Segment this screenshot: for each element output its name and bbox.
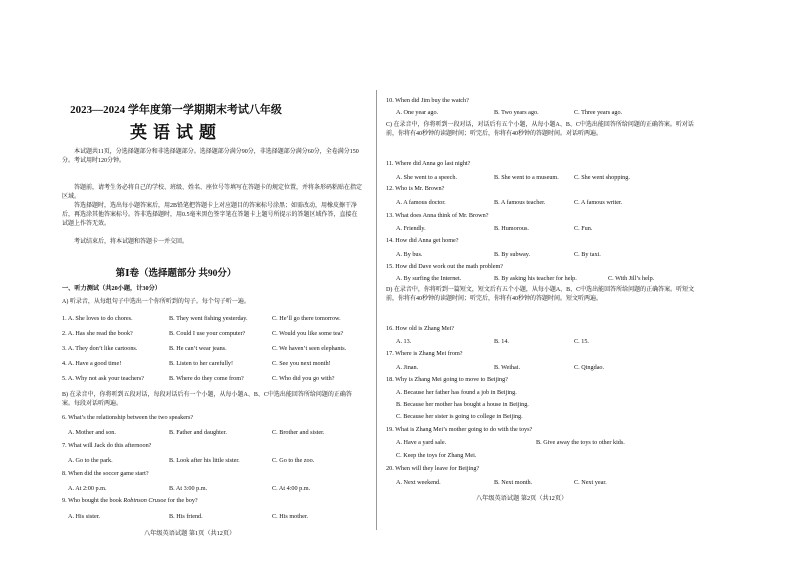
- question-stem: 12. Who is Mr. Brown?: [386, 185, 445, 192]
- option-a: A. Because her father has found a job in Beijing.: [396, 389, 517, 396]
- part-d-instruction: D) 在录音中，你将听到一篇短文，短文后有五个小题，从每小题A、B、C中选出能回答所给问题的正确答案。听短文前，你将有40秒钟的读题时间；听完后，你将有40秒钟的答题时间。短文听两遍。: [386, 287, 695, 302]
- option-c: C. With Jill’s help.: [608, 275, 655, 282]
- option-a: A. A famous doctor.: [396, 199, 446, 206]
- page-footer: 八年级英语试题 第2页（共12页）: [476, 495, 568, 502]
- question-stem: 20. When will they leave for Beijing?: [386, 465, 480, 472]
- option-b: B. By asking his teacher for help.: [494, 275, 577, 282]
- option-b: B. Father and daughter.: [169, 429, 227, 436]
- part-a-instruction: A) 听录音，从每组句子中选出一个你所听到的句子。每个句子听一遍。: [62, 299, 250, 305]
- option-b: B. Where do they come from?: [169, 375, 244, 382]
- option-c: C. By taxi.: [574, 251, 601, 258]
- option-c: C. His mother.: [272, 513, 309, 520]
- option-c: C. Because her sister is going to college in Beijing.: [396, 413, 523, 420]
- option-b: B. His friend.: [169, 513, 203, 520]
- notice-4: 考试结束后，将本试题和答题卡一并交回。: [74, 239, 189, 245]
- option-a: A. 13.: [396, 338, 412, 345]
- option-c: C. We haven’t seen elephants.: [272, 345, 347, 352]
- question-stem: 17. Where is Zhang Mei from?: [386, 350, 463, 357]
- question-stem: 7. What will Jack do this afternoon?: [62, 442, 152, 449]
- option-a: 2. A. Has she read the book?: [62, 330, 133, 337]
- option-a: A. At 2:00 p.m.: [68, 485, 107, 492]
- notice-2: 答题前，请考生务必将自己的学校、班级、姓名、座位号等填写在答题卡的规定位置，并将条形码粘贴在指定区域。: [62, 185, 363, 200]
- question-stem: 18. Why is Zhang Mei going to move to Beijing?: [386, 376, 508, 383]
- option-b: B. Give away the toys to other kids.: [536, 439, 625, 446]
- question-stem: 6. What’s the relationship between the two speakers?: [62, 414, 194, 421]
- page-divider: [376, 90, 377, 530]
- question-stem: 8. When did the soccer game start?: [62, 470, 149, 477]
- option-c: C. Go to the zoo.: [272, 457, 315, 464]
- option-a: 4. A. Have a good time!: [62, 360, 122, 367]
- option-a: A. Next weekend.: [396, 479, 441, 486]
- option-b: B. Listen to her carefully!: [169, 360, 234, 367]
- option-c: C. She went shopping.: [574, 174, 630, 181]
- option-c: C. See you next month!: [272, 360, 331, 367]
- question-stem: 19. What is Zhang Mei’s mother going to do with the toys?: [386, 426, 533, 433]
- option-a: 3. A. They don’t like cartoons.: [62, 345, 138, 352]
- option-c: C. Would you like some tea?: [272, 330, 344, 337]
- option-c: C. He’ll go there tomorrow.: [272, 315, 341, 322]
- notice-3: 答选择题时，选出每小题答案后，用2B铅笔把答题卡上对应题目的答案标号涂黑；如需改动，用橡皮擦干净后，再选涂其他答案标号。答非选择题时，用0.5毫米黑色签字笔在答题卡上题号所提示的答题区域作答，直接在试题上作答无效。: [62, 203, 358, 227]
- option-b: B. At 3:00 p.m.: [169, 485, 208, 492]
- option-a: A. One year ago.: [396, 109, 439, 116]
- option-b: B. Because her mother has bought a house in Beijing.: [396, 401, 529, 408]
- option-c: C. Next year.: [574, 479, 607, 486]
- question-stem: 16. How old is Zhang Mei?: [386, 325, 455, 332]
- option-b: B. Weihai.: [494, 364, 521, 371]
- left-page: [56, 0, 370, 561]
- option-a: A. Mother and son.: [68, 429, 116, 436]
- option-b: B. Next month.: [494, 479, 533, 486]
- option-b: B. Humorous.: [494, 225, 529, 232]
- subject-title: 英语试题: [130, 123, 222, 142]
- stem-text: 9. Who bought the book: [62, 497, 124, 504]
- question-stem: 14. How did Anna get home?: [386, 237, 459, 244]
- option-c: C. A famous writer.: [574, 199, 623, 206]
- option-c: C. Qingdao.: [574, 364, 605, 371]
- option-b: B. Could I use your computer?: [169, 330, 246, 337]
- option-a: A. By surfing the Internet.: [396, 275, 462, 282]
- option-b: B. 14.: [494, 338, 509, 345]
- question-stem: 10. When did Jim buy the watch?: [386, 97, 469, 104]
- option-b: B. Two years ago.: [494, 109, 539, 116]
- option-a: A. Go to the park.: [68, 457, 113, 464]
- option-b: B. By subway.: [494, 251, 531, 258]
- option-b: B. She went to a museum.: [494, 174, 559, 181]
- option-a: A. Jinan.: [396, 364, 419, 371]
- option-b: B. He can’t wear jeans.: [169, 345, 227, 352]
- section-title: 一、听力测试（共20小题，计30分）: [62, 285, 161, 292]
- part-c-instruction: C) 在录音中，你将听到一段对话，对话后有五个小题，从每小题A、B、C中选出能回答所给问题的正确答案。听对话前，你将有40秒钟的读题时间；听完后，你将有40秒钟的答题时间。对话听两遍。: [386, 122, 694, 137]
- exam-title: 2023—2024 学年度第一学期期末考试八年级: [70, 104, 282, 116]
- volume-title: 第Ⅰ卷（选择题部分 共90分）: [115, 269, 237, 279]
- option-a: A. She went to a speech.: [396, 174, 457, 181]
- question-stem: [62, 497, 198, 505]
- option-b: B. Look after his little sister.: [169, 457, 240, 464]
- option-c: C. At 4:00 p.m.: [272, 485, 311, 492]
- question-stem: 15. How did Dave work out the math problem?: [386, 263, 504, 270]
- question-stem: 11. Where did Anna go last night?: [386, 160, 471, 167]
- stem-text: for the boy?: [166, 497, 198, 504]
- right-page: [386, 0, 716, 561]
- option-c: C. Three years ago.: [574, 109, 623, 116]
- option-c: C. 15.: [574, 338, 589, 345]
- option-b: B. A famous teacher.: [494, 199, 546, 206]
- part-b-instruction: B) 在录音中，你将听到五段对话，每段对话后有一个小题，从每小题A、B、C中选出能回答所给问题的正确答案。每段对话听两遍。: [62, 392, 352, 407]
- option-c: C. Keep the toys for Zhang Mei.: [396, 452, 477, 459]
- option-a: A. Have a yard sale.: [396, 439, 447, 446]
- option-a: 1. A. She loves to do chores.: [62, 315, 133, 322]
- page-footer: 八年级英语试题 第1页（共12页）: [144, 530, 236, 537]
- notice-1: 本试题共11页，分选择题部分和非选择题部分。选择题部分满分90分，非选择题部分满分60分，全卷满分150分。考试用时120分钟。: [62, 149, 359, 164]
- option-a: A. By bus.: [396, 251, 423, 258]
- option-b: B. They went fishing yesterday.: [169, 315, 248, 322]
- book-title: Robinson Crusoe: [123, 497, 167, 504]
- option-c: C. Who did you go with?: [272, 375, 335, 382]
- option-a: A. His sister.: [68, 513, 100, 520]
- option-a: 5. A. Why not ask your teachers?: [62, 375, 145, 382]
- question-stem: 13. What does Anna think of Mr. Brown?: [386, 212, 489, 219]
- option-a: A. Friendly.: [396, 225, 426, 232]
- option-c: C. Fun.: [574, 225, 593, 232]
- option-c: C. Brother and sister.: [272, 429, 325, 436]
